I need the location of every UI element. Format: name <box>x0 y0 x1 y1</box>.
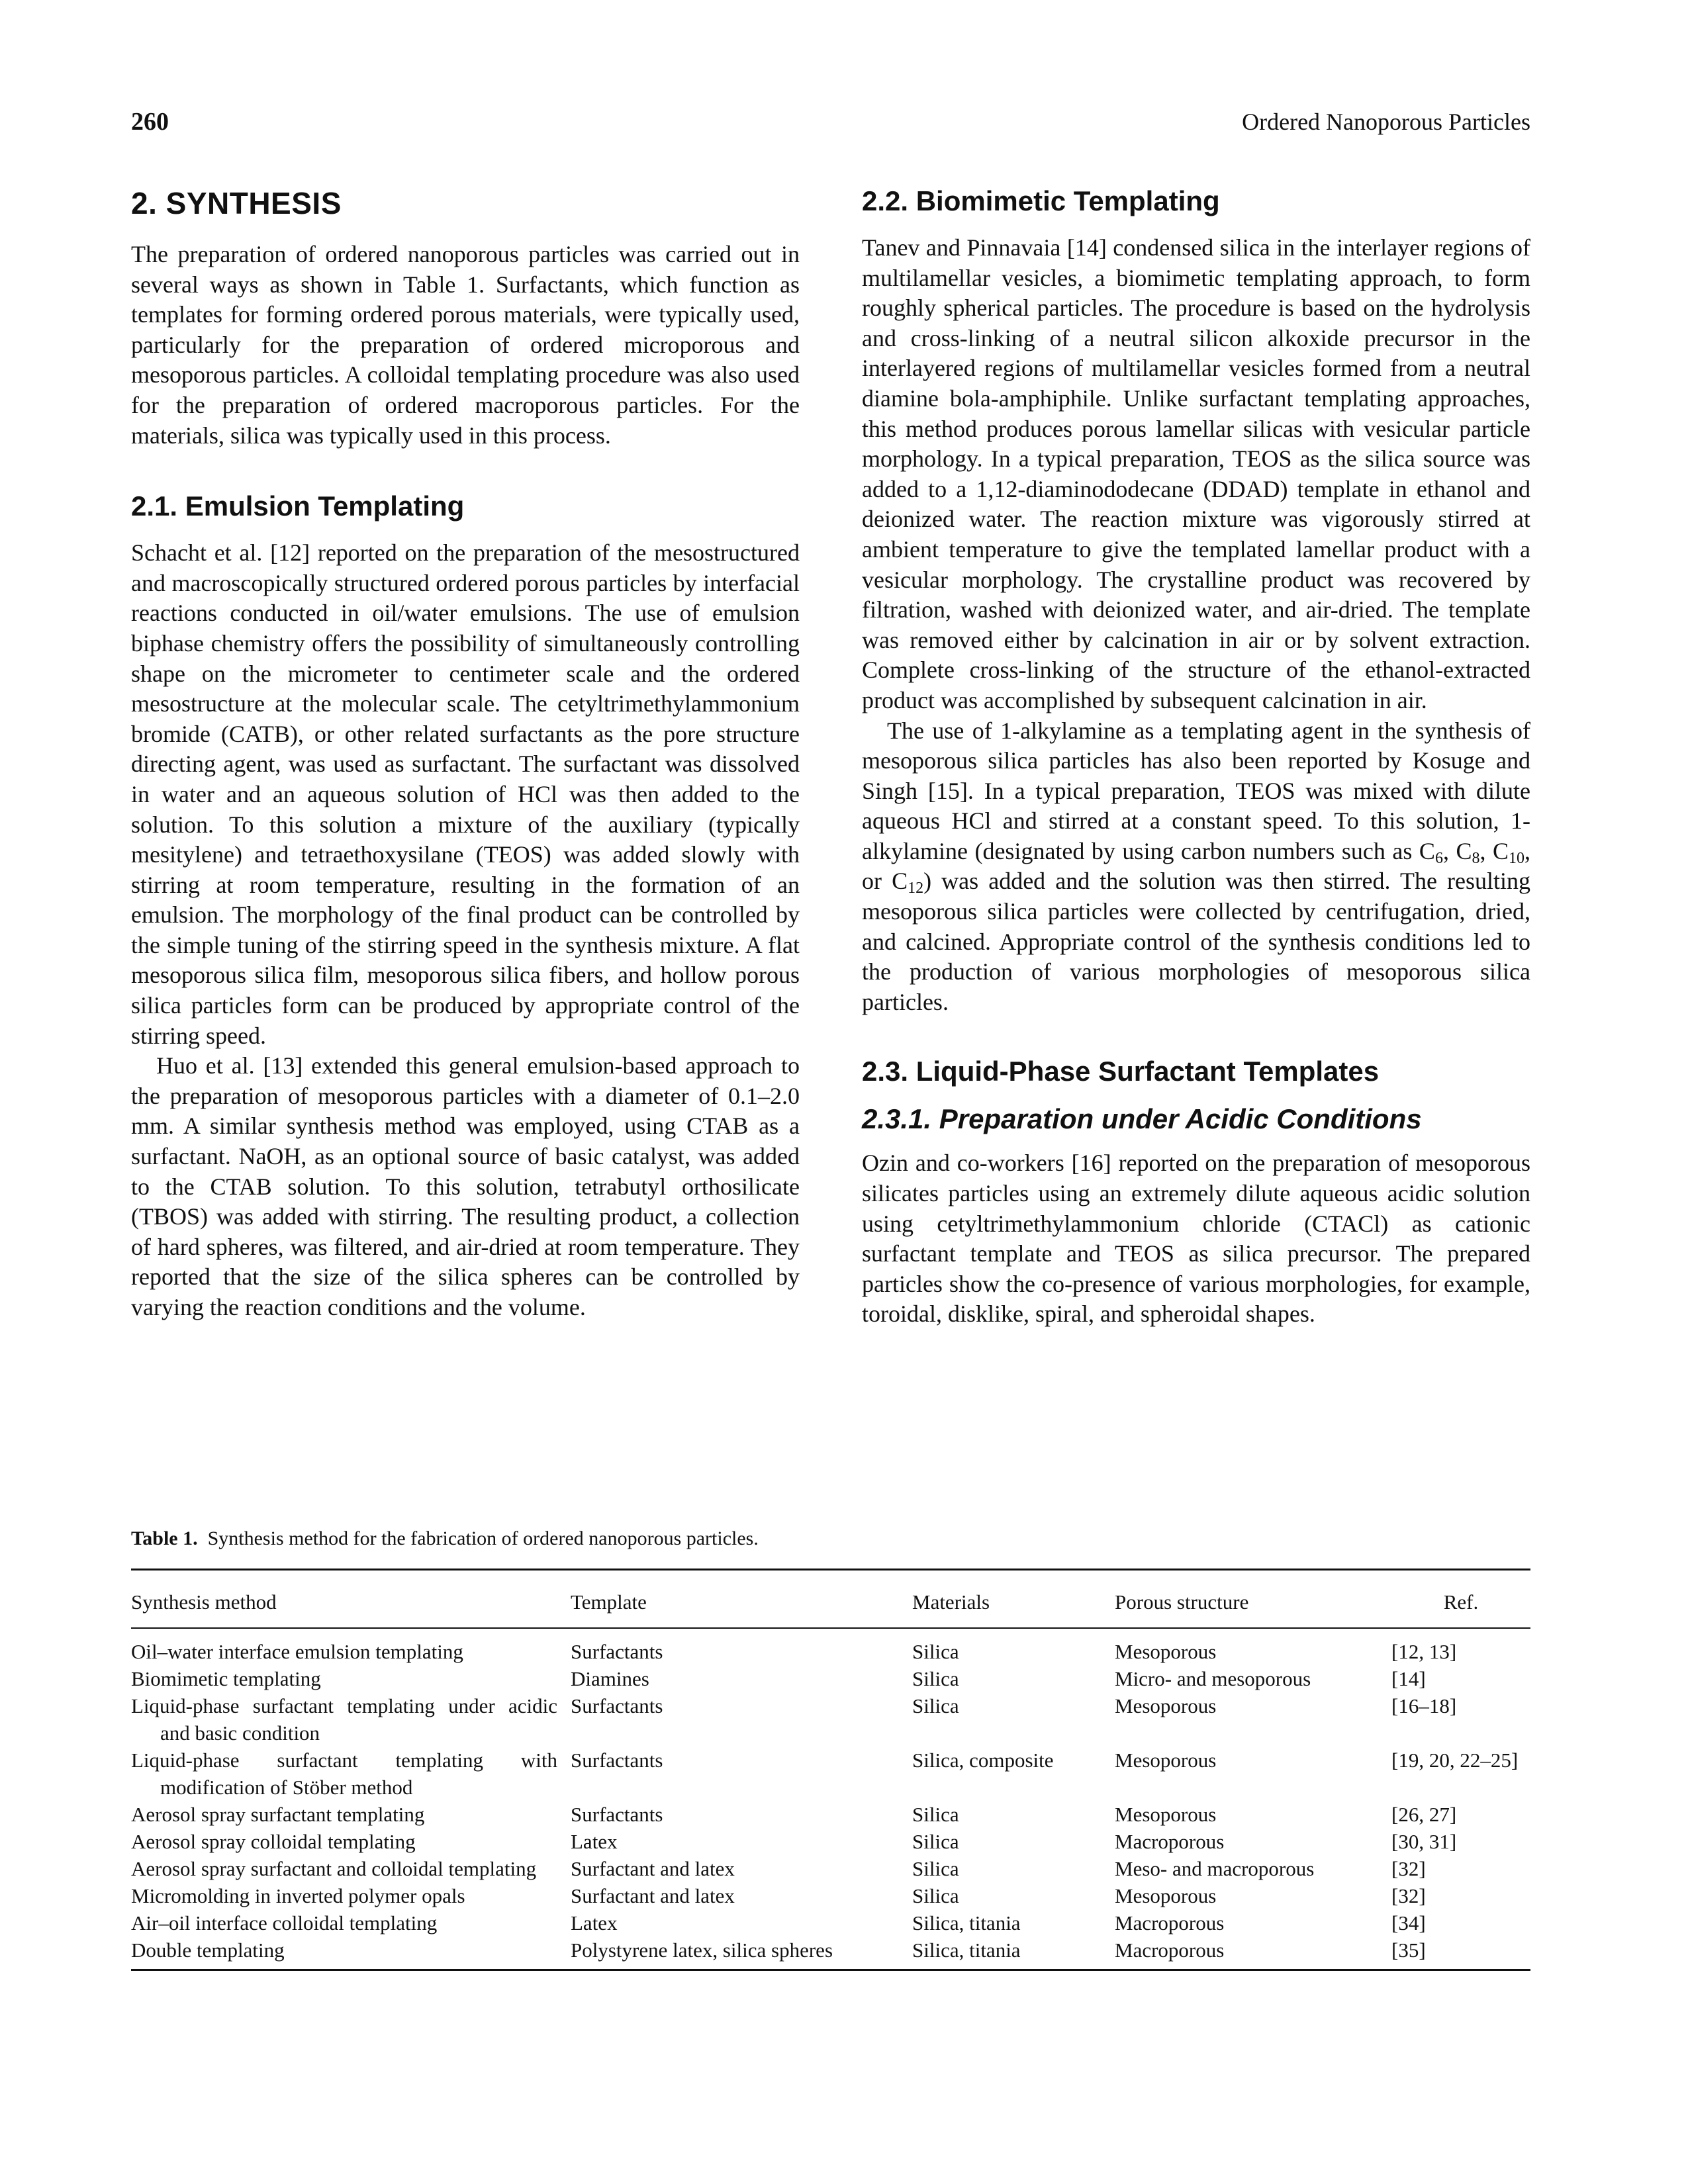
cell-porous-structure: Macroporous <box>1115 1830 1225 1853</box>
header-synthesis-method: Synthesis method <box>131 1590 277 1614</box>
section-2-2-paragraph-2: The use of 1-alkylamine as a templating agent in the synthesis of mesoporous silica particles has also been reported by Kosuge and Singh [15]. In a typical preparation, TEOS was mixed with dilute aqueous HCl and stirred at a constant speed. To this solution, 1-alkylamine (designated by using carbon numbers such as $C_6$, $C_8$, $C_{10}$, or $C_{12}$) was added and the solution was then stirred. The resulting mesoporous silica particles were collected by centrifugation, dried, and calcined. Appropriate control of the synthesis conditions led to the production of various morphologies of mesoporous silica particles. <box>862 717 1530 1015</box>
cell-materials: Silica, titania <box>912 1938 1021 1962</box>
section-2-1-paragraph-2: Huo et al. [13] extended this general emulsion-based approach to the preparation of mesoporous particles with a diameter of 0.1–2.0 mm. A similar synthesis method was employed, using CTAB as a surfactant. NaOH, as an optional source of basic catalyst, was added to the CTAB solution. To this solution, tetrabutyl orthosilicate (TBOS) was added with stirring. The resulting product, a collection of hard spheres, was filtered, and air-dried at room temperature. They reported that the size of the silica spheres can be controlled by varying the reaction conditions and the volume. <box>131 1052 800 1320</box>
cell-template: Surfactant and latex <box>571 1857 735 1880</box>
cell-ref: [14] <box>1391 1667 1426 1690</box>
cell-materials: Silica <box>912 1667 959 1690</box>
cell-template: Diamines <box>571 1667 649 1690</box>
table-row <box>131 1629 1530 1665</box>
cell-ref: [19, 20, 22–25] <box>1391 1749 1519 1772</box>
cell-porous-structure: Mesoporous <box>1115 1694 1217 1717</box>
table-row <box>131 1936 1530 1969</box>
cell-ref: [12, 13] <box>1391 1640 1457 1663</box>
header-porous-structure: Porous structure <box>1115 1590 1249 1614</box>
section-2-2-heading: 2.2. Biomimetic Templating <box>862 185 1220 216</box>
cell-porous-structure: Mesoporous <box>1115 1640 1217 1663</box>
section-2-3-1-heading: 2.3.1. Preparation under Acidic Conditions <box>862 1103 1422 1135</box>
table-1 <box>131 1527 1530 1971</box>
cell-template: Polystyrene latex, silica spheres <box>571 1938 833 1962</box>
cell-template: Latex <box>571 1911 618 1934</box>
section-2-paragraph: The preparation of ordered nanoporous particles was carried out in several ways as shown in Table 1. Surfactants, which function as templates for forming ordered porous materials, were typically used, particularly for the preparation of ordered microporous and mesoporous particles. A colloidal templating procedure was also used for the preparation of ordered macroporous particles. For the materials, silica was typically used in this process. <box>131 241 800 449</box>
cell-porous-structure: Mesoporous <box>1115 1884 1217 1907</box>
cell-ref: [34] <box>1391 1911 1426 1934</box>
section-2-2-paragraph-1: Tanev and Pinnavaia [14] condensed silica in the interlayer regions of multilamellar vesicles, a biomimetic templating approach, to form roughly spherical particles. The procedure is based on the hydrolysis and cross-linking of a neutral silicon alkoxide precursor in the interlayered regions of multilamellar vesicles formed from a neutral diamine bola-amphiphile. Unlike surfactant templating approaches, this method produces porous lamellar silicas with vesicular particle morphology. In a typical preparation, TEOS as the silica source was added to a 1,12-diaminododecane (DDAD) template in ethanol and deionized water. The reaction mixture was vigorously stirred at ambient temperature to give the templated lamellar product with a vesicular morphology. The crystalline product was recovered by filtration, washed with deionized water, and air-dried. The template was removed either by calcination in air or by solvent extraction. Complete cross-linking of the structure of the ethanol-extracted product was accomplished by subsequent calcination in air. <box>862 234 1530 713</box>
cell-ref: [32] <box>1391 1884 1426 1907</box>
cell-materials: Silica <box>912 1884 959 1907</box>
cell-materials: Silica <box>912 1830 959 1853</box>
cell-method: Air–oil interface colloidal templating <box>131 1911 438 1934</box>
table-row <box>131 1882 1530 1909</box>
cell-method: Aerosol spray surfactant templating <box>131 1803 425 1826</box>
cell-ref: [32] <box>1391 1857 1426 1880</box>
section-2-1-heading: 2.1. Emulsion Templating <box>131 490 465 522</box>
header-ref: Ref. <box>1443 1590 1479 1614</box>
running-title: Ordered Nanoporous Particles <box>1242 109 1530 135</box>
cell-template: Surfactants <box>571 1803 663 1826</box>
section-2-3-1-paragraph: Ozin and co-workers [16] reported on the preparation of mesoporous silicates particles using an extremely dilute aqueous acidic solution using cetyltrimethylammonium chloride (CTACl) as cationic surfactant template and TEOS as silica precursor. The prepared particles show the co-presence of various morphologies, for example, toroidal, disklike, spiral, and spheroidal shapes. <box>862 1150 1530 1328</box>
cell-materials: Silica <box>912 1640 959 1663</box>
cell-method: Aerosol spray colloidal templating <box>131 1830 416 1853</box>
cell-ref: [26, 27] <box>1391 1803 1457 1826</box>
cell-porous-structure: Meso- and macroporous <box>1115 1857 1315 1880</box>
section-2-3-heading: 2.3. Liquid-Phase Surfactant Templates <box>862 1056 1380 1087</box>
cell-materials: Silica <box>912 1857 959 1880</box>
cell-method: Oil–water interface emulsion templating <box>131 1640 463 1663</box>
cell-template: Surfactants <box>571 1749 663 1772</box>
table-caption: Table 1. Synthesis method for the fabrication of ordered nanoporous particles. <box>131 1527 759 1549</box>
table-row <box>131 1665 1530 1692</box>
cell-materials: Silica, composite <box>912 1749 1054 1772</box>
synthesis-methods-table <box>131 1570 1530 1969</box>
cell-template: Latex <box>571 1830 618 1853</box>
cell-method: Double templating <box>131 1938 285 1962</box>
cell-template: Surfactants <box>571 1694 663 1717</box>
cell-porous-structure: Mesoporous <box>1115 1803 1217 1826</box>
cell-ref: [35] <box>1391 1938 1426 1962</box>
table-row <box>131 1747 1530 1801</box>
table-row <box>131 1692 1530 1747</box>
section-2-1-paragraph-1: Schacht et al. [12] reported on the preparation of the mesostructured and macroscopically structured ordered porous particles by interfacial reactions conducted in oil/water emulsions. The use of emulsion biphase chemistry offers the possibility of simultaneously controlling shape on the micrometer to centimeter scale and the ordered mesostructure at the molecular scale. The cetyltrimethylammonium bromide (CATB), or other related surfactants as the pore structure directing agent, was used as surfactant. The surfactant was dissolved in water and an aqueous solution of HCl was then added to the solution. To this solution a mixture of the auxiliary (typically mesitylene) and tetraethoxysilane (TEOS) was added slowly with stirring at room temperature, resulting in the formation of an emulsion. The morphology of the final product can be controlled by the simple tuning of the stirring speed in the synthesis mixture. A flat mesoporous silica film, mesoporous silica fibers, and hollow porous silica particles form can be produced by appropriate control of the stirring speed. <box>131 539 800 1049</box>
cell-method: Micromolding in inverted polymer opals <box>131 1884 465 1907</box>
cell-method: Liquid-phase surfactant templating with modification of Stöber method <box>131 1749 557 1799</box>
cell-materials: Silica <box>912 1803 959 1826</box>
cell-materials: Silica <box>912 1694 959 1717</box>
left-column <box>131 179 800 1323</box>
table-row <box>131 1855 1530 1882</box>
cell-method: Biomimetic templating <box>131 1667 321 1690</box>
cell-template: Surfactants <box>571 1640 663 1663</box>
cell-materials: Silica, titania <box>912 1911 1021 1934</box>
table-row <box>131 1828 1530 1855</box>
right-column <box>862 179 1530 1330</box>
cell-ref: [30, 31] <box>1391 1830 1457 1853</box>
cell-template: Surfactant and latex <box>571 1884 735 1907</box>
cell-method: Aerosol spray surfactant and colloidal templating <box>131 1857 537 1880</box>
section-2-heading: 2. SYNTHESIS <box>131 186 342 220</box>
cell-porous-structure: Macroporous <box>1115 1911 1225 1934</box>
page-header <box>131 107 1530 144</box>
table-row <box>131 1801 1530 1828</box>
header-materials: Materials <box>912 1590 990 1614</box>
cell-ref: [16–18] <box>1391 1694 1457 1717</box>
cell-porous-structure: Macroporous <box>1115 1938 1225 1962</box>
header-template: Template <box>571 1590 647 1614</box>
page-number: 260 <box>131 108 169 136</box>
table-row <box>131 1909 1530 1936</box>
cell-method: Liquid-phase surfactant templating under acidic and basic condition <box>131 1694 557 1745</box>
cell-porous-structure: Micro- and mesoporous <box>1115 1667 1311 1690</box>
cell-porous-structure: Mesoporous <box>1115 1749 1217 1772</box>
table-header-row <box>131 1570 1530 1627</box>
